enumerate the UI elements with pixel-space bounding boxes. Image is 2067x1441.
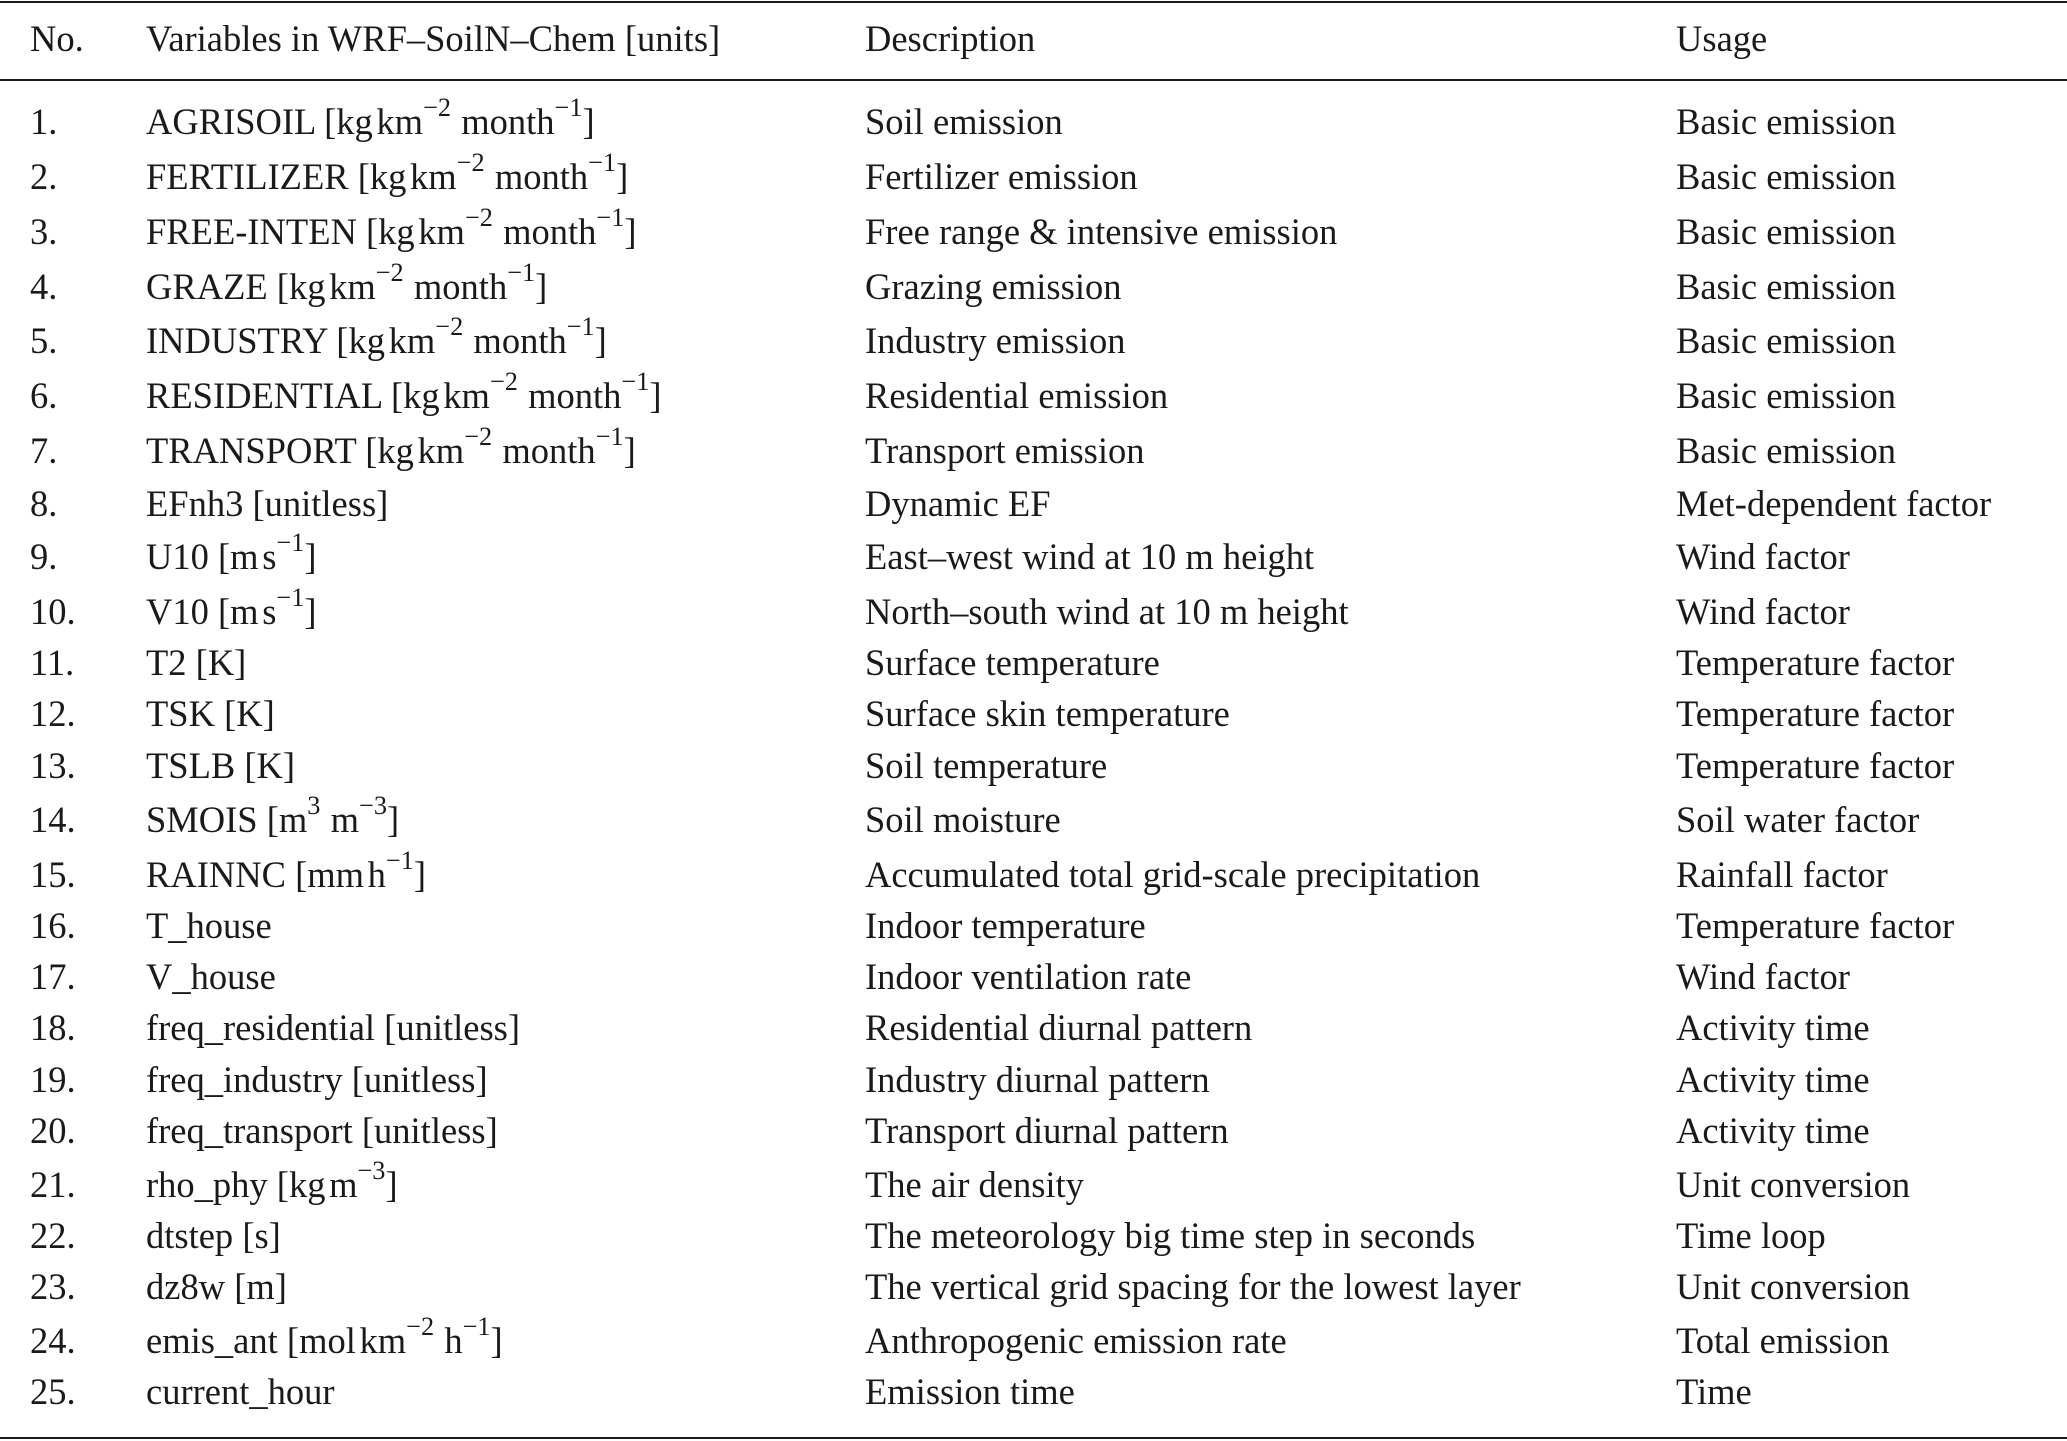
variable-name: EFnh3 [146,483,244,524]
row-description: Soil moisture [865,799,1061,840]
variable-unit: [m] [234,1266,287,1307]
row-description: Transport diurnal pattern [865,1110,1229,1151]
row-usage: Activity time [1676,1110,1870,1151]
row-description: Residential emission [865,375,1169,416]
table-row [0,583,2067,632]
row-number: 2. [30,156,58,197]
table-header-row [0,19,2067,59]
row-usage: Wind factor [1676,956,1850,997]
variable-name: freq_industry [146,1059,343,1100]
row-description: East–west wind at 10 m height [865,536,1315,577]
header-no: No. [30,18,84,59]
variable-unit: [K] [224,693,275,734]
variable-name: dz8w [146,1266,226,1307]
variable-unit: [unitless] [351,1059,488,1100]
row-description: Free range & intensive emission [865,211,1338,252]
variable-name: GRAZE [146,266,268,307]
row-number: 17. [30,956,76,997]
row-number: 21. [30,1164,76,1205]
row-description: Anthropogenic emission rate [865,1320,1287,1361]
row-usage: Basic emission [1676,211,1896,252]
row-variable [146,746,295,786]
variable-name: current_hour [146,1371,335,1412]
row-usage: Wind factor [1676,591,1850,632]
row-variable [146,1267,287,1307]
row-number: 18. [30,1007,76,1048]
variable-name: TSK [146,693,215,734]
row-usage: Wind factor [1676,536,1850,577]
row-description: Industry diurnal pattern [865,1059,1210,1100]
variable-name: T2 [146,642,187,683]
row-description: The air density [865,1164,1084,1205]
row-usage: Total emission [1676,1320,1890,1361]
row-variable: FREE-INTEN [kgkm$^{-2}$ month$^{-1}$] [146,203,637,252]
table-row [0,148,2067,197]
table-row [0,203,2067,252]
row-number: 20. [30,1110,76,1151]
variable-name: INDUSTRY [146,320,328,361]
row-number: 4. [30,266,58,307]
table-row [0,93,2067,142]
row-description: Dynamic EF [865,483,1051,524]
row-variable: TRANSPORT [kgkm$^{-2}$ month$^{-1}$] [146,422,636,471]
row-number: 1. [30,101,58,142]
row-variable [146,1216,281,1256]
row-description: Residential diurnal pattern [865,1007,1253,1048]
row-variable: emis_ant [molkm$^{-2}$ $h^{-1}$] [146,1312,503,1361]
table-header-rule [0,79,2067,81]
row-number: 15. [30,854,76,895]
variable-name: FREE-INTEN [146,211,357,252]
row-number: 10. [30,591,76,632]
row-number: 3. [30,211,58,252]
row-number: 12. [30,693,76,734]
variable-name: RESIDENTIAL [146,375,382,416]
row-usage: Rainfall factor [1676,854,1888,895]
table-row [0,258,2067,307]
row-usage: Basic emission [1676,320,1896,361]
row-description: The vertical grid spacing for the lowest layer [865,1266,1521,1307]
row-variable [146,694,275,734]
table-row [0,906,2067,946]
row-variable: SMOIS [$m^3$ $m^{-3}$] [146,791,400,840]
row-description: Emission time [865,1371,1075,1412]
table-row [0,643,2067,683]
variable-name: FERTILIZER [146,156,349,197]
row-number: 9. [30,536,58,577]
table-top-rule [0,1,2067,3]
row-number: 23. [30,1266,76,1307]
table-bottom-rule [0,1437,2067,1439]
variable-name: dtstep [146,1215,234,1256]
row-usage: Activity time [1676,1059,1870,1100]
row-number: 24. [30,1320,76,1361]
row-variable [146,1060,488,1100]
table-row [0,957,2067,997]
variable-name: RAINNC [146,854,286,895]
variable-unit: [unitless] [384,1007,521,1048]
variable-name: TSLB [146,745,236,786]
row-number: 16. [30,905,76,946]
row-usage: Time [1676,1371,1752,1412]
header-description: Description [865,18,1036,59]
table-row [0,746,2067,786]
row-number: 14. [30,799,76,840]
row-usage: Temperature factor [1676,745,1955,786]
row-description: North–south wind at 10 m height [865,591,1349,632]
row-number: 19. [30,1059,76,1100]
row-number: 25. [30,1371,76,1412]
row-usage: Temperature factor [1676,905,1955,946]
row-description: Soil temperature [865,745,1108,786]
variable-unit: [s] [242,1215,281,1256]
row-number: 6. [30,375,58,416]
row-usage: Time loop [1676,1215,1826,1256]
row-variable: rho_phy [kgm$^{-3}$] [146,1156,398,1205]
row-description: Accumulated total grid-scale precipitation [865,854,1481,895]
row-usage: Soil water factor [1676,799,1920,840]
row-variable: FERTILIZER [kgkm$^{-2}$ month$^{-1}$] [146,148,629,197]
row-variable [146,643,246,683]
variable-name: TRANSPORT [146,430,357,471]
row-description: Industry emission [865,320,1126,361]
row-variable: RAINNC [mmh$^{-1}$] [146,846,427,895]
row-description: Surface skin temperature [865,693,1230,734]
row-description: Soil emission [865,101,1063,142]
variable-unit: [K] [195,642,247,683]
table-row [0,1156,2067,1205]
table-row [0,484,2067,524]
row-usage: Met-dependent factor [1676,483,1992,524]
row-description: Surface temperature [865,642,1160,683]
row-variable: INDUSTRY [kgkm$^{-2}$ month$^{-1}$] [146,312,607,361]
row-variable [146,906,272,946]
row-variable: RESIDENTIAL [kgkm$^{-2}$ month$^{-1}$] [146,367,662,416]
variable-name: V10 [146,591,209,632]
row-variable: V10 $[ms^{-1}]$ [146,583,317,632]
table-row [0,1267,2067,1307]
row-variable [146,957,276,997]
row-usage: Basic emission [1676,101,1896,142]
variable-name: rho_phy [146,1164,268,1205]
variable-name: AGRISOIL [146,101,315,142]
row-variable [146,1111,498,1151]
table-row [0,1216,2067,1256]
row-number: 22. [30,1215,76,1256]
variable-name: U10 [146,536,209,577]
row-number: 11. [30,642,75,683]
row-variable [146,1008,520,1048]
variable-name: SMOIS [146,799,258,840]
variable-unit: [unitless] [361,1110,498,1151]
row-number: 5. [30,320,58,361]
row-usage: Basic emission [1676,156,1896,197]
variable-name: freq_transport [146,1110,353,1151]
row-description: Fertilizer emission [865,156,1138,197]
variable-name: freq_residential [146,1007,376,1048]
row-variable: U10 $[ms^{-1}]$ [146,528,317,577]
table-row [0,367,2067,416]
table-row [0,846,2067,895]
header-variable: Variables in WRF–SoilN–Chem [units] [146,18,721,59]
variable-unit: [unitless] [252,483,389,524]
table-row [0,528,2067,577]
row-variable: AGRISOIL [kgkm$^{-2}$ month$^{-1}$] [146,93,595,142]
variable-unit: [K] [244,745,296,786]
row-number: 7. [30,430,58,471]
row-variable [146,484,388,524]
row-usage: Basic emission [1676,375,1896,416]
row-usage: Activity time [1676,1007,1870,1048]
row-number: 13. [30,745,76,786]
row-description: Indoor ventilation rate [865,956,1192,997]
row-variable [146,1372,335,1412]
row-description: Transport emission [865,430,1145,471]
row-description: Indoor temperature [865,905,1146,946]
table-row [0,422,2067,471]
table-row [0,1008,2067,1048]
row-usage: Temperature factor [1676,642,1955,683]
table-row [0,312,2067,361]
row-variable: GRAZE [kgkm$^{-2}$ month$^{-1}$] [146,258,548,307]
row-description: The meteorology big time step in seconds [865,1215,1476,1256]
row-usage: Temperature factor [1676,693,1955,734]
table-row [0,694,2067,734]
table-row [0,1372,2067,1412]
table-row [0,1060,2067,1100]
row-description: Grazing emission [865,266,1122,307]
table-row [0,1111,2067,1151]
variable-name: T_house [146,905,272,946]
table-row [0,791,2067,840]
header-usage: Usage [1676,18,1768,59]
variable-name: emis_ant [146,1320,278,1361]
row-usage: Basic emission [1676,266,1896,307]
row-number: 8. [30,483,58,524]
row-usage: Unit conversion [1676,1266,1911,1307]
variable-name: V_house [146,956,276,997]
row-usage: Unit conversion [1676,1164,1911,1205]
row-usage: Basic emission [1676,430,1896,471]
table-row [0,1312,2067,1361]
